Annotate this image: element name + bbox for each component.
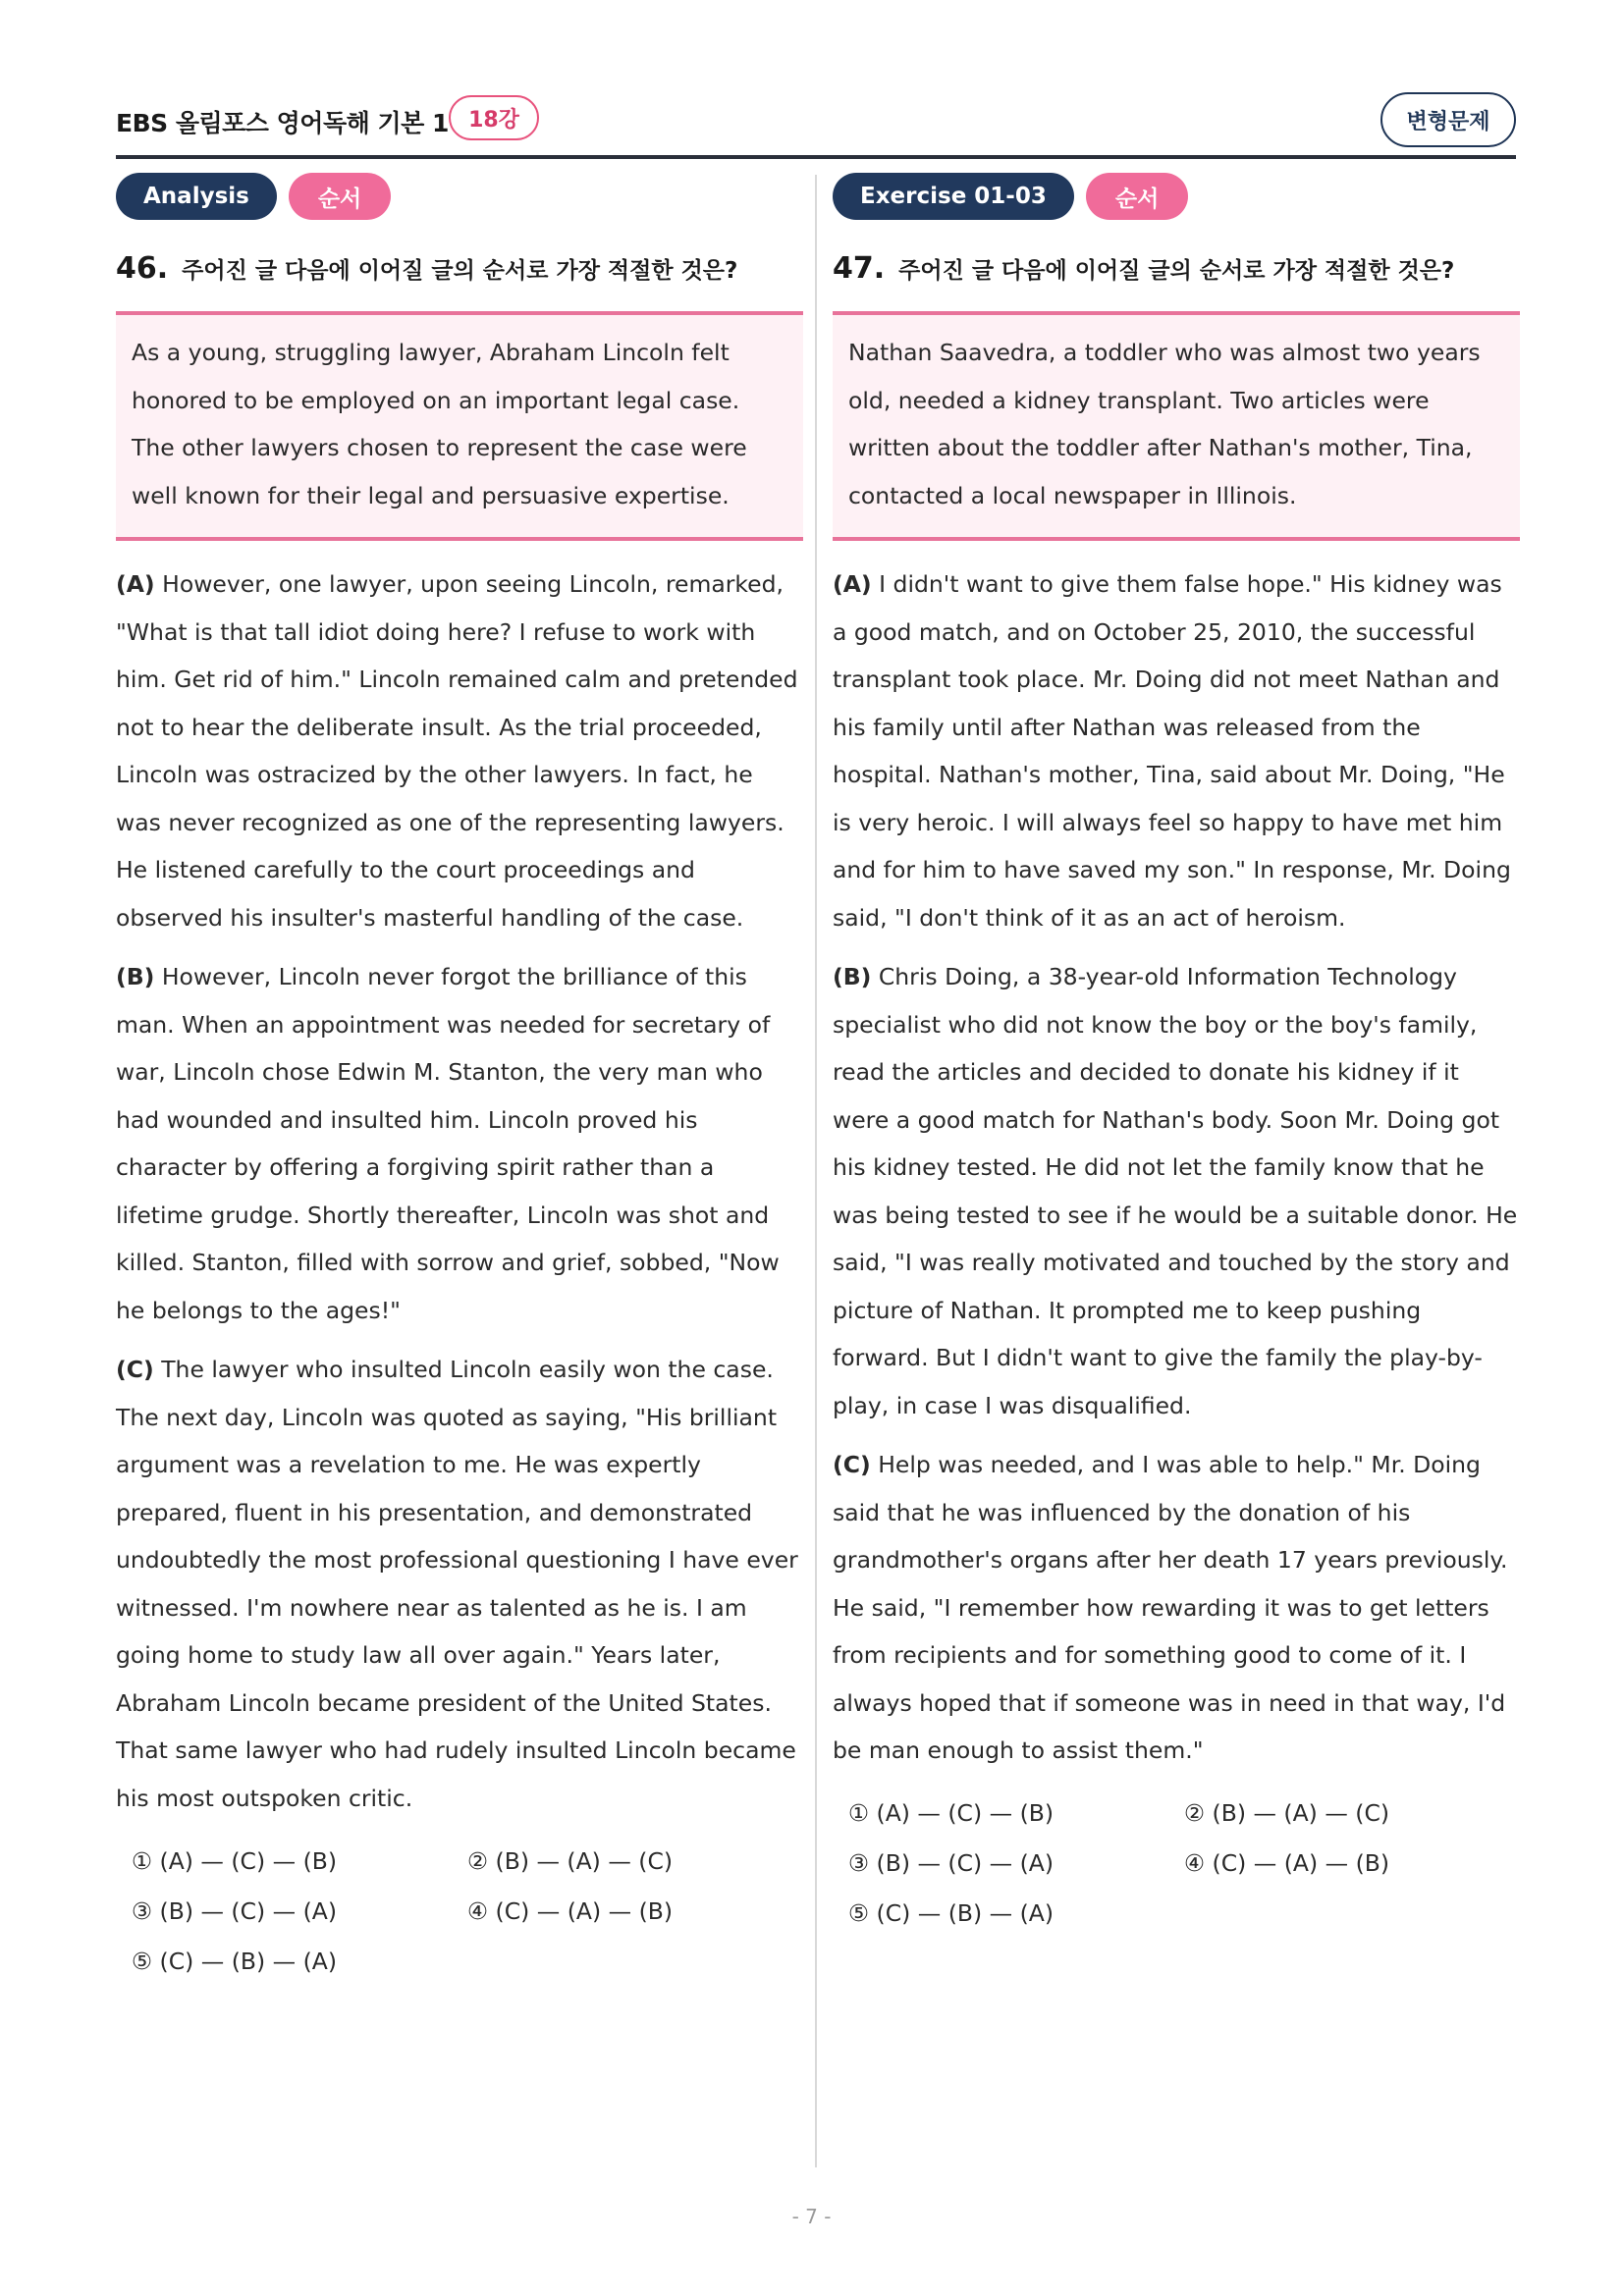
answer-choice-2[interactable]: ② (B) — (A) — (C) <box>467 1846 674 1875</box>
paragraph-a <box>116 561 803 941</box>
answer-choice-1[interactable]: ① (A) — (C) — (B) <box>848 1799 1055 1827</box>
question-number: 46. <box>116 251 169 286</box>
paragraph-text: Help was needed, and I was able to help." Mr. Doing said that he was influenced by the donation of his grandmother's organs after her death 17 years previously. He said, "I remember how rewarding it was to get letters from recipients and for something good to come of it. I always hoped that if someone was in need in that way, I'd be man enough to assist them." <box>833 1451 1508 1764</box>
question-number: 47. <box>833 251 886 286</box>
left-column <box>116 173 803 1986</box>
column-divider <box>815 175 817 2167</box>
page-number: - 7 - <box>791 2205 832 2228</box>
type-tag: 순서 <box>289 173 391 220</box>
type-tag: 순서 <box>1086 173 1188 220</box>
question-heading <box>116 251 803 286</box>
question-prompt: 주어진 글 다음에 이어질 글의 순서로 가장 적절한 것은? <box>898 258 1455 284</box>
right-column <box>833 173 1520 1939</box>
left-tag-row <box>116 173 803 220</box>
paragraph-text: However, Lincoln never forgot the brilliance of this man. When an appointment was needed for secretary of war, Lincoln chose Edwin M. Stanton, the very man who had wounded and insulted him. Lincoln proved his character by offering a forgiving spirit rather than a lifetime grudge. Shortly thereafter, Lincoln was shot and killed. Stanton, filled with sorrow and grief, sobbed, "Now he belongs to the ages!" <box>116 963 780 1324</box>
paragraph-label: (A) <box>116 570 155 598</box>
section-tag: Analysis <box>116 173 277 220</box>
right-tag-row <box>833 173 1520 220</box>
paragraph-a <box>833 561 1520 941</box>
section-tag: Exercise 01-03 <box>833 173 1074 220</box>
answer-choices <box>833 1789 1520 1939</box>
given-passage: Nathan Saavedra, a toddler who was almost two years old, needed a kidney transplant. Two articles were written about the toddler after Nathan's mother, Tina, contacted a local newspaper in Illinois. <box>833 311 1520 541</box>
answer-choice-5[interactable]: ⑤ (C) — (B) — (A) <box>848 1899 1055 1927</box>
question-heading <box>833 251 1520 286</box>
paragraph-label: (B) <box>833 963 872 990</box>
header-rule <box>116 155 1516 159</box>
question-prompt: 주어진 글 다음에 이어질 글의 순서로 가장 적절한 것은? <box>182 258 738 284</box>
lesson-badge: 18강 <box>449 95 539 140</box>
given-passage: As a young, struggling lawyer, Abraham Lincoln felt honored to be employed on an important legal case. The other lawyers chosen to represent the case were well known for their legal and persuasive expertise. <box>116 311 803 541</box>
paragraph-b <box>116 953 803 1334</box>
paragraph-text: I didn't want to give them false hope." His kidney was a good match, and on October 25, 2010, the successful transplant took place. Mr. Doing did not meet Nathan and his family until after Nathan was released from the hospital. Nathan's mother, Tina, said about Mr. Doing, "He is very heroic. I will always feel so happy to have met him and for him to have saved my son." In response, Mr. Doing said, "I don't think of it as an act of heroism. <box>833 570 1511 932</box>
paragraph-label: (C) <box>116 1356 154 1383</box>
book-title: EBS 올림포스 영어독해 기본 1 <box>116 109 449 137</box>
answer-choice-3[interactable]: ③ (B) — (C) — (A) <box>132 1896 338 1925</box>
paragraph-c <box>833 1441 1520 1775</box>
variant-badge: 변형문제 <box>1380 92 1516 147</box>
answer-choice-5[interactable]: ⑤ (C) — (B) — (A) <box>132 1947 338 1975</box>
paragraph-text: The lawyer who insulted Lincoln easily won the case. The next day, Lincoln was quoted as saying, "His brilliant argument was a revelation to me. He was expertly prepared, fluent in his presentation, and demonstrated undoubtedly the most professional questioning I have ever witnessed. I'm nowhere near as talented as he is. I am going home to study law all over again." Years later, Abraham Lincoln became president of the United States. That same lawyer who had rudely insulted Lincoln became his most outspoken critic. <box>116 1356 798 1812</box>
paragraph-text: However, one lawyer, upon seeing Lincoln, remarked, "What is that tall idiot doing here? I refuse to work with him. Get rid of him." Lincoln remained calm and pretended not to hear the deliberate insult. As the trial proceeded, Lincoln was ostracized by the other lawyers. In fact, he was never recognized as one of the representing lawyers. He listened carefully to the court proceedings and observed his insulter's masterful handling of the case. <box>116 570 798 932</box>
answer-choice-3[interactable]: ③ (B) — (C) — (A) <box>848 1849 1055 1877</box>
answer-choice-4[interactable]: ④ (C) — (A) — (B) <box>1184 1849 1390 1877</box>
paragraph-label: (A) <box>833 570 872 598</box>
paragraph-text: Chris Doing, a 38-year-old Information Technology specialist who did not know the boy or the boy's family, read the articles and decided to donate his kidney if it were a good match for Nathan's body. Soon Mr. Doing got his kidney tested. He did not let the family know that he was being tested to see if he would be a suitable donor. He said, "I was really motivated and touched by the story and picture of Nathan. It prompted me to keep pushing forward. But I didn't want to give the family the play-by-play, in case I was disqualified. <box>833 963 1518 1419</box>
paragraph-b <box>833 953 1520 1429</box>
paragraph-label: (C) <box>833 1451 871 1478</box>
answer-choice-1[interactable]: ① (A) — (C) — (B) <box>132 1846 338 1875</box>
answer-choice-2[interactable]: ② (B) — (A) — (C) <box>1184 1799 1390 1827</box>
paragraph-c <box>116 1346 803 1822</box>
paragraph-label: (B) <box>116 963 155 990</box>
answer-choice-4[interactable]: ④ (C) — (A) — (B) <box>467 1896 674 1925</box>
answer-choices <box>116 1836 803 1986</box>
